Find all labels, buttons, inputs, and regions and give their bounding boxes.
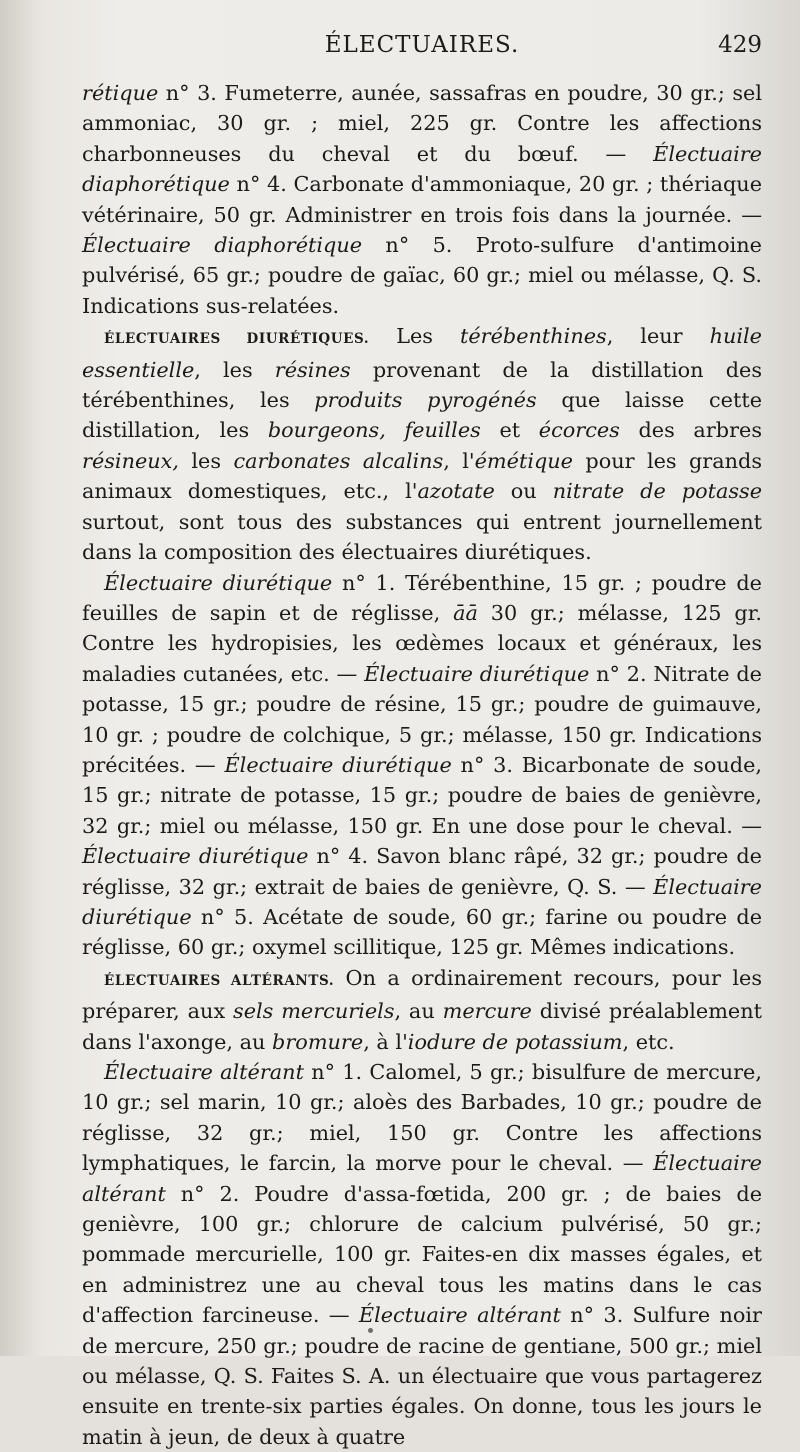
text-run: Les	[369, 324, 460, 349]
italic-run: Électuaire altérant	[104, 1060, 304, 1084]
text-run: n° 2. Poudre d'assa-fœtida, 200 gr. ; de baies de genièvre, 100 gr.; chlorure de calcium pulvérisé, 50 gr.; pommade mercurielle, 100 gr. Faites-en dix masses égales, et en administrez une au cheval tous les matins dans le cas d'affection farcineuse. —	[82, 1181, 762, 1328]
italic-run: bromure	[272, 1029, 364, 1054]
italic-run: produits pyrogénés	[314, 388, 537, 413]
running-head: ÉLECTUAIRES.	[324, 32, 520, 58]
text-run: On a ordinairement recours, pour les préparer, aux	[82, 965, 762, 1024]
text-run: n° 3. Bicarbonate de soude, 15 gr.; nitrate de potasse, 15 gr.; poudre de baies de genièvre, 32 gr.; miel ou mélasse, 150 gr. En une dose pour le cheval. —	[82, 752, 762, 838]
italic-run: émétique	[474, 448, 573, 473]
italic-run: Électuaire diurétique	[82, 844, 309, 869]
section-heading: ÉLECTUAIRES DIURÉTIQUES.	[104, 331, 370, 348]
text-run: , l'	[443, 448, 475, 473]
italic-run: bourgeons, feuilles	[267, 418, 481, 443]
text-run: ou	[494, 479, 553, 504]
italic-run: Électuaire altérant	[358, 1303, 561, 1328]
text-run: n° 1. Térébenthine, 15 gr. ; poudre de feuilles de sapin et de réglisse,	[82, 570, 762, 625]
text-run: n° 5. Acétate de soude, 60 gr.; farine ou poudre de réglisse, 60 gr.; oxymel scillitique, 125 gr. Mêmes indications.	[82, 904, 762, 960]
italic-run: azotate	[417, 479, 495, 504]
text-run: n° 3. Fumeterre, aunée, sassafras en poudre, 30 gr.; sel ammoniac, 30 gr. ; miel, 225 gr. Contre les affections charbonneuses du cheval et du bœuf. —	[82, 81, 762, 166]
italic-run: écorces	[538, 418, 620, 443]
italic-run: āā	[453, 600, 478, 625]
italic-run: nitrate de potasse	[552, 479, 763, 504]
italic-run: résineux,	[82, 448, 180, 473]
italic-run: iodure de potassium	[407, 1029, 623, 1054]
italic-run: résines	[274, 357, 351, 382]
italic-run: rétique	[82, 81, 159, 105]
page-header	[82, 30, 762, 66]
text-run: que laisse cette distillation, les	[82, 388, 763, 443]
paragraph	[82, 78, 762, 321]
paragraph	[82, 1057, 762, 1452]
italic-run: Électuaire diaphorétique	[82, 233, 363, 258]
italic-run: Électuaire diurétique	[364, 661, 590, 686]
text-run: n° 4. Savon blanc râpé, 32 gr.; poudre de réglisse, 32 gr.; extrait de baies de genièvre, Q. S. —	[82, 844, 762, 899]
text-run: , les	[194, 357, 275, 382]
section-heading: ÉLECTUAIRES ALTÉRANTS.	[104, 972, 335, 989]
text-run: 30 gr.; mélasse, 125 gr. Contre les hydropisies, les œdèmes locaux et généraux, les maladies cutanées, etc. —	[82, 600, 762, 686]
text-run: n° 3. Sulfure noir de mercure, 250 gr.; poudre de racine de gentiane, 500 gr.; miel ou mélasse, Q. S. Faites S. A. un électuaire que vous partagerez ensuite en trente-six parties égales. On donne, tous les jours le matin à jeun, de deux à quatre	[82, 1303, 762, 1449]
paragraph	[82, 963, 762, 1057]
italic-run: mercure	[442, 999, 532, 1024]
paragraph	[82, 321, 762, 567]
italic-run: Électuaire diaphorétique	[82, 141, 762, 197]
text-run: pour les grands animaux domestiques, etc., l'	[82, 448, 762, 504]
text-run: n° 2. Nitrate de potasse, 15 gr.; poudre de résine, 15 gr.; poudre de guimauve, 10 gr. ; poudre de colchique, 5 gr.; mélasse, 150 gr. Indications précitées. —	[82, 661, 762, 777]
print-speck	[368, 1328, 373, 1333]
text-run: n° 1. Calomel, 5 gr.; bisulfure de mercure, 10 gr.; sel marin, 10 gr.; aloès des Barbades, 10 gr.; poudre de réglisse, 32 gr.; miel, 150 gr. Contre les affections lymphatiques, le farcin, la morve pour le cheval. —	[82, 1060, 762, 1176]
text-run: n° 4. Carbonate d'ammoniaque, 20 gr. ; thériaque vétérinaire, 50 gr. Administrer en trois fois dans la journée. —	[82, 172, 762, 227]
paragraph	[82, 568, 762, 963]
italic-run: Électuaire diurétique	[82, 874, 762, 929]
body-text	[82, 78, 762, 1452]
italic-run: Électuaire diurétique	[104, 570, 333, 595]
text-run: et	[480, 418, 539, 443]
text-run: n° 5. Proto-sulfure d'antimoine pulvérisé, 65 gr.; poudre de gaïac, 60 gr.; miel ou mélasse, Q. S. Indications sus-relatées.	[82, 233, 762, 318]
italic-run: Électuaire diurétique	[224, 752, 452, 777]
text-run: , leur	[606, 324, 710, 349]
text-run: provenant de la distillation des térébenthines, les	[82, 357, 762, 413]
italic-run: sels mercuriels	[233, 999, 395, 1024]
text-run: surtout, sont tous des substances qui entrent journellement dans la composition des électuaires diurétiques.	[82, 509, 762, 565]
text-run: , etc.	[622, 1029, 675, 1054]
text-run: , à l'	[363, 1029, 408, 1054]
text-run: divisé préalablement dans l'axonge, au	[82, 999, 762, 1054]
page-number: 429	[718, 32, 762, 58]
italic-run: carbonates alcalins	[233, 448, 444, 473]
text-run: les	[179, 448, 234, 473]
italic-run: huile essentielle	[82, 324, 762, 382]
italic-run: térébenthines	[459, 324, 607, 349]
text-run: , au	[394, 999, 443, 1024]
text-run: des arbres	[619, 418, 762, 443]
italic-run: Électuaire altérant	[82, 1151, 762, 1206]
